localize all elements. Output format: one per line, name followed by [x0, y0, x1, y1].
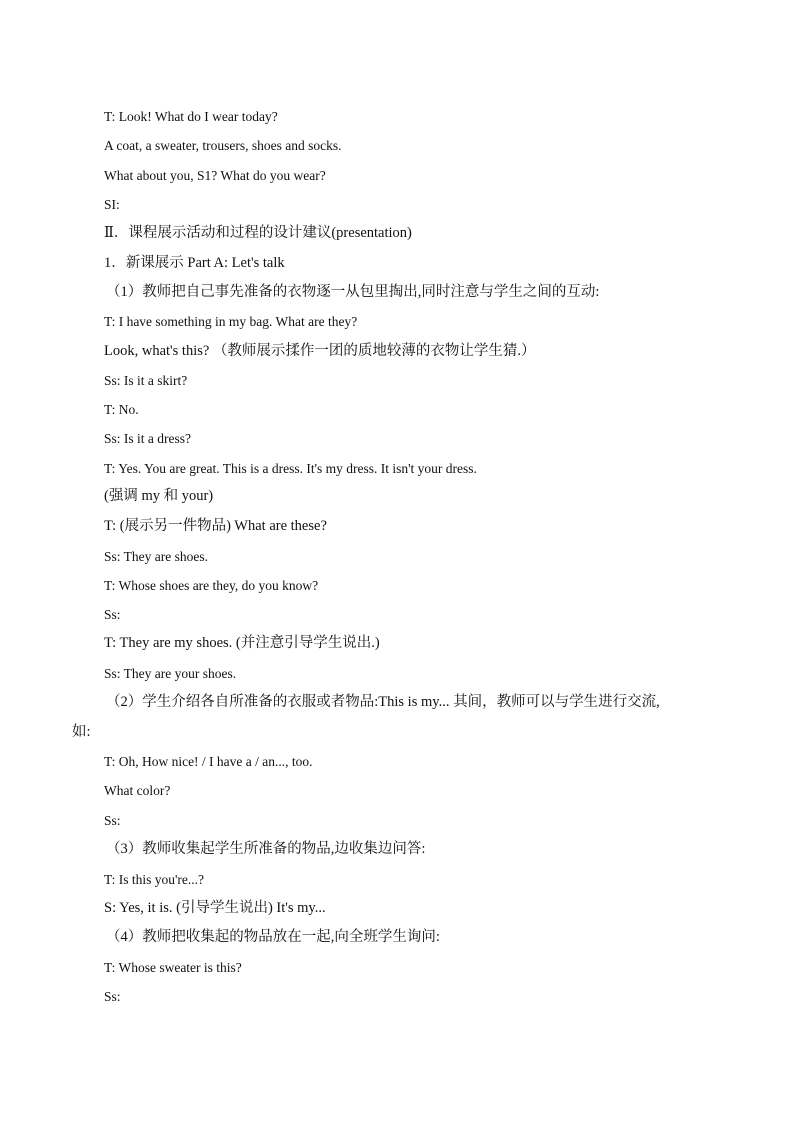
- text-line: 如:: [72, 724, 91, 740]
- step-heading: （1）教师把自己事先准备的衣物逐一从包里掏出,同时注意与学生之间的互动:: [106, 284, 600, 300]
- text-line: T: Yes. You are great. This is a dress. It's my dress. It isn't your dress.: [104, 461, 477, 476]
- text-line: Ss:: [104, 607, 121, 622]
- text-line: Ss: Is it a skirt?: [104, 373, 188, 388]
- subsection-heading: 1．新课展示 Part A: Let's talk: [104, 255, 285, 271]
- text-line: Ss: They are your shoes.: [104, 666, 237, 681]
- text-line: T: Is this you're...?: [104, 872, 204, 887]
- text-line: What about you, S1? What do you wear?: [104, 168, 326, 183]
- text-line: A coat, a sweater, trousers, shoes and socks.: [104, 138, 342, 153]
- step-heading: （3）教师收集起学生所准备的物品,边收集边问答:: [106, 841, 426, 857]
- text-line: SI:: [104, 197, 120, 212]
- text-line: (强调 my 和 your): [104, 488, 214, 504]
- text-line: T: (展示另一件物品) What are these?: [104, 518, 327, 534]
- text-line: Ss: They are shoes.: [104, 549, 208, 564]
- text-line: Ss:: [104, 989, 121, 1004]
- text-line: T: Look! What do I wear today?: [104, 109, 278, 124]
- text-line: T: Oh, How nice! / I have a / an..., too.: [104, 754, 313, 769]
- text-line: T: I have something in my bag. What are they?: [104, 314, 358, 329]
- text-line: What color?: [104, 783, 171, 798]
- text-line: T: No.: [104, 402, 139, 417]
- text-line: T: Whose sweater is this?: [104, 960, 242, 975]
- text-line: Ss: Is it a dress?: [104, 431, 191, 446]
- text-line: Ss:: [104, 813, 121, 828]
- text-line: Look, what's this? （教师展示揉作一团的质地较薄的衣物让学生猜.）: [104, 343, 536, 359]
- text-line: T: Whose shoes are they, do you know?: [104, 578, 319, 593]
- text-line: T: They are my shoes. (并注意引导学生说出.): [104, 635, 380, 651]
- step-heading: （2）学生介绍各自所准备的衣服或者物品:This is my... 其间，教师可以与学生进行交流,: [106, 694, 660, 710]
- section-heading: Ⅱ．课程展示活动和过程的设计建议(presentation): [104, 225, 412, 241]
- text-line: S: Yes, it is. (引导学生说出) It's my...: [104, 900, 326, 916]
- step-heading: （4）教师把收集起的物品放在一起,向全班学生询问:: [106, 929, 440, 945]
